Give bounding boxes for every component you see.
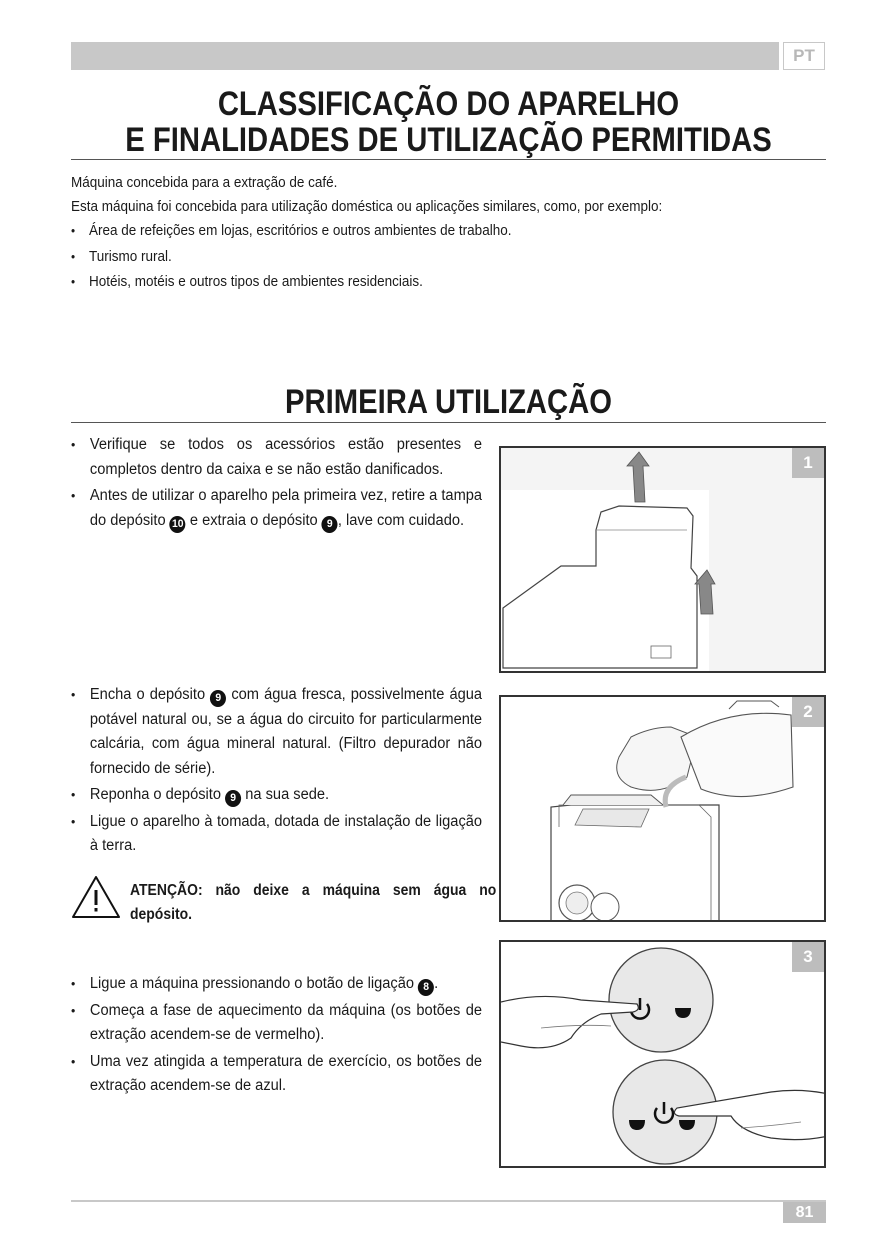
warning-icon (71, 875, 121, 919)
title-line-1: CLASSIFICAÇÃO DO APARELHO (217, 85, 680, 123)
list-item (71, 972, 482, 997)
list-item: • Uma vez atingida a temperatura de exercício, os botões de extração acendem-se de azul. (71, 1050, 482, 1099)
list-item (71, 484, 482, 533)
usage-list (71, 218, 511, 295)
reference-number-badge: 9 (225, 790, 241, 807)
item-text: Reponha o depósito (89, 786, 222, 803)
title-rule (71, 159, 826, 160)
figure-3-power-on (499, 940, 826, 1168)
section-title-first-use (71, 384, 826, 420)
title-line-2: E FINALIDADES DE UTILIZAÇÃO PERMITIDAS (125, 121, 772, 159)
header-bar (71, 42, 779, 70)
figure-2-illustration (501, 697, 826, 922)
item-text: . (434, 975, 439, 992)
list-item (71, 683, 482, 781)
figure-3-illustration (501, 942, 826, 1168)
list-item: • Começa a fase de aquecimento da máquina (os botões de extração acendem-se de vermelho). (71, 999, 482, 1048)
intro-paragraph-2: Esta máquina foi concebida para utilização doméstica ou aplicações similares, como, por exemplo: (71, 198, 663, 215)
reference-number-badge: 10 (170, 516, 186, 533)
intro-paragraph-1: Máquina concebida para a extração de café. (71, 174, 338, 191)
reference-number-badge: 9 (210, 690, 226, 707)
list-item: • Turismo rural. (71, 244, 511, 270)
instructions-block-1 (71, 433, 482, 535)
list-item: • Hotéis, motéis e outros tipos de ambientes residenciais. (71, 269, 511, 295)
instructions-block-2 (71, 683, 482, 861)
item-text: , lave com cuidado. (337, 511, 465, 529)
footer-rule (71, 1200, 826, 1202)
item-text: e extraia o depósito (189, 511, 318, 529)
title-line: PRIMEIRA UTILIZAÇÃO (284, 383, 613, 421)
figure-number: 3 (792, 942, 824, 972)
figure-2-fill-tank (499, 695, 826, 922)
page-number: 81 (783, 1202, 826, 1223)
reference-number-badge: 9 (322, 516, 338, 533)
item-text: Encha o depósito (89, 686, 206, 703)
figure-number: 1 (792, 448, 824, 478)
figure-1-remove-tank (499, 446, 826, 673)
warning-text: ATENÇÃO: não deixe a máquina sem água no depósito. (130, 882, 497, 923)
list-item: • Ligue o aparelho à tomada, dotada de instalação de ligação à terra. (71, 810, 482, 859)
instructions-block-3 (71, 972, 482, 1101)
list-item: • Verifique se todos os acessórios estão presentes e completos dentro da caixa e se não estão danificados. (71, 433, 482, 482)
figure-number: 2 (792, 697, 824, 727)
list-item (71, 783, 482, 808)
figure-1-illustration (501, 448, 826, 673)
section-title-classification (71, 86, 826, 158)
reference-number-badge: 8 (418, 979, 434, 996)
item-text: Ligue a máquina pressionando o botão de ligação (89, 975, 415, 992)
title-rule (71, 422, 826, 423)
item-text: com água fresca, possivelmente água potável natural ou, se a água do circuito for particularmente calcária, com água mineral natural. (Filtro depurador não fornecido de série). (89, 686, 483, 777)
warning-box (71, 875, 497, 924)
list-item: • Área de refeições em lojas, escritórios e outros ambientes de trabalho. (71, 218, 511, 244)
item-text: na sua sede. (245, 786, 330, 803)
language-badge: PT (783, 42, 825, 70)
item-text: Antes de utilizar o aparelho pela primeira vez, retire a tampa do depósito (89, 487, 483, 529)
